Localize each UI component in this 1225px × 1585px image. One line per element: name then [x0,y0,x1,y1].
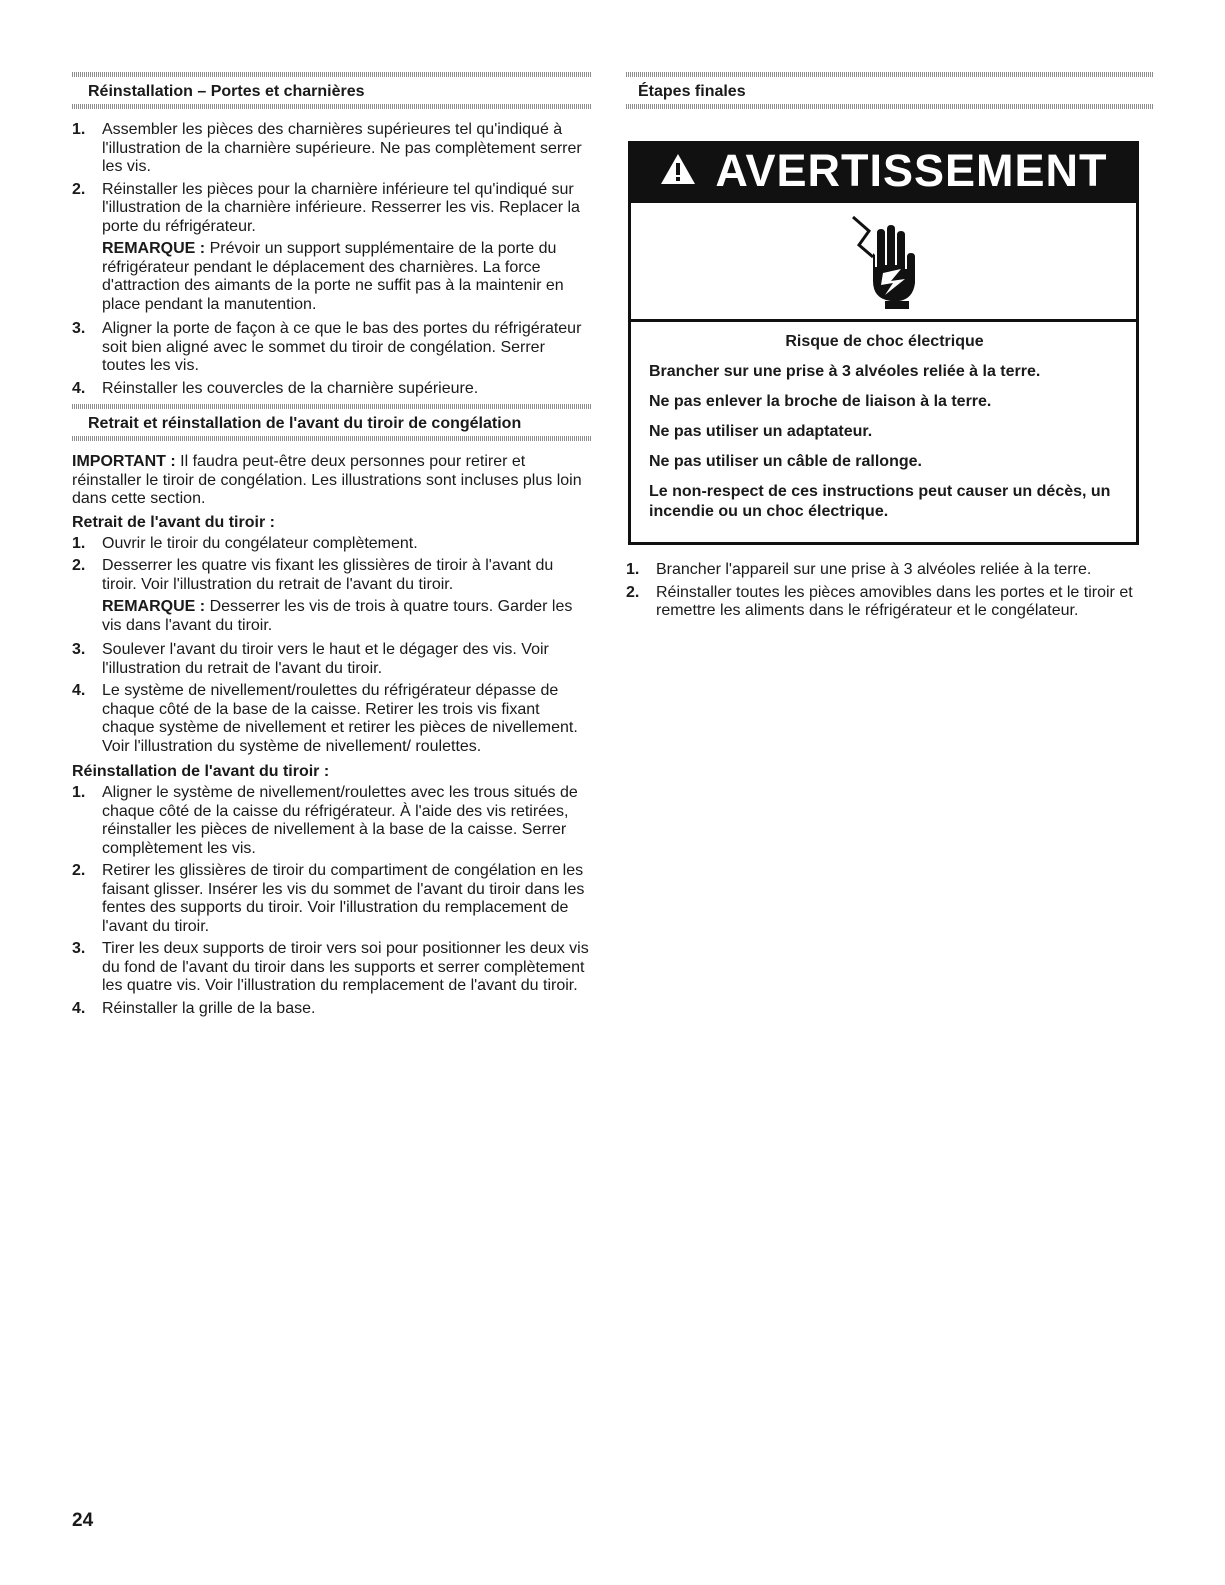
step-text: Aligner la porte de façon à ce que le bas des portes du réfrigérateur soit bien aligné avec le sommet du tiroir de congélation. Serrer toutes les vis. [102,320,582,374]
section-header-doors-hinges [72,72,592,109]
list-item [626,561,1154,580]
note [102,598,592,635]
step-number: 2. [626,583,640,601]
left-column [72,72,592,1024]
section-header-freezer-drawer [72,404,592,441]
list-item [72,320,592,376]
list-item [72,557,592,635]
warning-body [631,322,1136,542]
step-text: Réinstaller les couvercles de la charnière supérieure. [102,379,479,397]
step-number: 1. [72,784,86,801]
section-title: Étapes finales [638,83,746,100]
list-item [72,862,592,936]
step-text: Réinstaller toutes les pièces amovibles dans les portes et le tiroir et remettre les aliments dans le réfrigérateur et le congélateur. [656,583,1133,620]
doors-hinges-steps [72,121,592,398]
reinstall-steps [72,784,592,1018]
subheading-removal: Retrait de l'avant du tiroir : [72,513,275,531]
list-item [72,784,592,858]
section-title: Retrait et réinstallation de l'avant du tiroir de congélation [88,415,522,432]
step-number: 2. [72,557,86,574]
list-item [72,181,592,315]
note-label: REMARQUE : [102,598,206,615]
section-title: Réinstallation – Portes et charnières [88,83,365,100]
removal-steps [72,535,592,757]
note-label: REMARQUE : [102,240,206,257]
step-text: Ouvrir le tiroir du congélateur complètement. [102,534,418,552]
list-item [626,584,1154,621]
section-rule [72,436,592,441]
list-item [72,380,592,399]
step-text: Desserrer les quatre vis fixant les glissières de tiroir à l'avant du tiroir. Voir l'illustration du retrait de l'avant du tiroir. [102,557,554,593]
step-number: 3. [72,320,86,337]
section-rule [626,104,1154,109]
list-item [72,682,592,756]
electric-shock-hand-icon [631,203,1136,322]
right-column [626,72,1154,627]
important-label: IMPORTANT : [72,453,176,470]
list-item [72,641,592,678]
list-item [72,535,592,554]
list-item [72,1000,592,1019]
important-paragraph [72,453,592,509]
step-text: Soulever l'avant du tiroir vers le haut et le dégager des vis. Voir l'illustration du retrait de l'avant du tiroir. [102,641,549,677]
step-number: 4. [72,379,86,397]
warning-triangle-icon [659,146,697,196]
step-text: Tirer les deux supports de tiroir vers soi pour positionner les deux vis du fond de l'avant du tiroir dans les supports et serrer complètement les quatre vis. Voir l'illustration du remplacement de l'avant du tiroir. [102,940,589,994]
warning-line: Brancher sur une prise à 3 alvéoles reliée à la terre. [649,363,1041,381]
note-text: Desserrer les vis de trois à quatre tours. Garder les vis dans l'avant du tiroir. [102,598,573,634]
subheading-reinstall: Réinstallation de l'avant du tiroir : [72,763,330,780]
step-text: Réinstaller les pièces pour la charnière inférieure tel qu'indiqué sur l'illustration de la charnière inférieure. Resserrer les vis. Replacer la porte du réfrigérateur. [102,180,580,235]
important-text: Il faudra peut-être deux personnes pour retirer et réinstaller le tiroir de congélation. Les illustrations sont incluses plus loin dans cette section. [72,453,582,507]
step-text: Aligner le système de nivellement/roulettes avec les trous situés de chaque côté de la caisse du réfrigérateur. À l'aide des vis retirées, réinstaller les pièces de nivellement à la base de la caisse. Serrer complètement les vis. [102,784,578,857]
list-item [72,940,592,996]
note [102,240,592,314]
section-rule [72,104,592,109]
final-steps [626,561,1154,621]
step-number: 3. [72,641,86,658]
step-text: Brancher l'appareil sur une prise à 3 alvéoles reliée à la terre. [656,561,1092,579]
warning-risk: Risque de choc électrique [785,333,984,351]
step-text: Assembler les pièces des charnières supérieures tel qu'indiqué à l'illustration de la charnière supérieure. Ne pas complètement serrer les vis. [102,121,582,175]
list-item [72,121,592,177]
warning-heading: AVERTISSEMENT [715,145,1108,196]
step-number: 2. [72,180,86,198]
step-number: 1. [626,561,640,579]
warning-box [628,141,1139,545]
warning-line: Ne pas utiliser un câble de rallonge. [649,453,922,471]
warning-line: Ne pas enlever la broche de liaison à la terre. [649,393,992,411]
step-number: 2. [72,862,86,879]
step-number: 1. [72,121,86,138]
warning-line: Le non-respect de ces instructions peut causer un décès, un incendie ou un choc électrique. [649,483,1111,521]
section-header-final-steps [626,72,1154,109]
step-text: Réinstaller la grille de la base. [102,999,316,1017]
step-text: Retirer les glissières de tiroir du compartiment de congélation en les faisant glisser. Insérer les vis du sommet de l'avant du tiroir dans les fentes des supports du tiroir. Voir l'illustration du remplacement de l'avant du tiroir. [102,862,585,935]
step-number: 4. [72,999,86,1017]
page-number: 24 [72,1510,94,1531]
step-number: 4. [72,682,86,699]
step-number: 1. [72,534,86,552]
note-text: Prévoir un support supplémentaire de la porte du réfrigérateur pendant le déplacement des charnières. La force d'attraction des aimants de la porte ne suffit pas à la maintenir en place pendant la manutention. [102,240,564,313]
warning-line: Ne pas utiliser un adaptateur. [649,423,873,441]
step-text: Le système de nivellement/roulettes du réfrigérateur dépasse de chaque côté de la base de la caisse. Retirer les trois vis fixant chaque système de nivellement et retirer les pièces de nivellement. Voir l'illustration du système de nivellement/ roulettes. [102,682,578,755]
step-number: 3. [72,940,86,957]
warning-header [631,144,1136,203]
